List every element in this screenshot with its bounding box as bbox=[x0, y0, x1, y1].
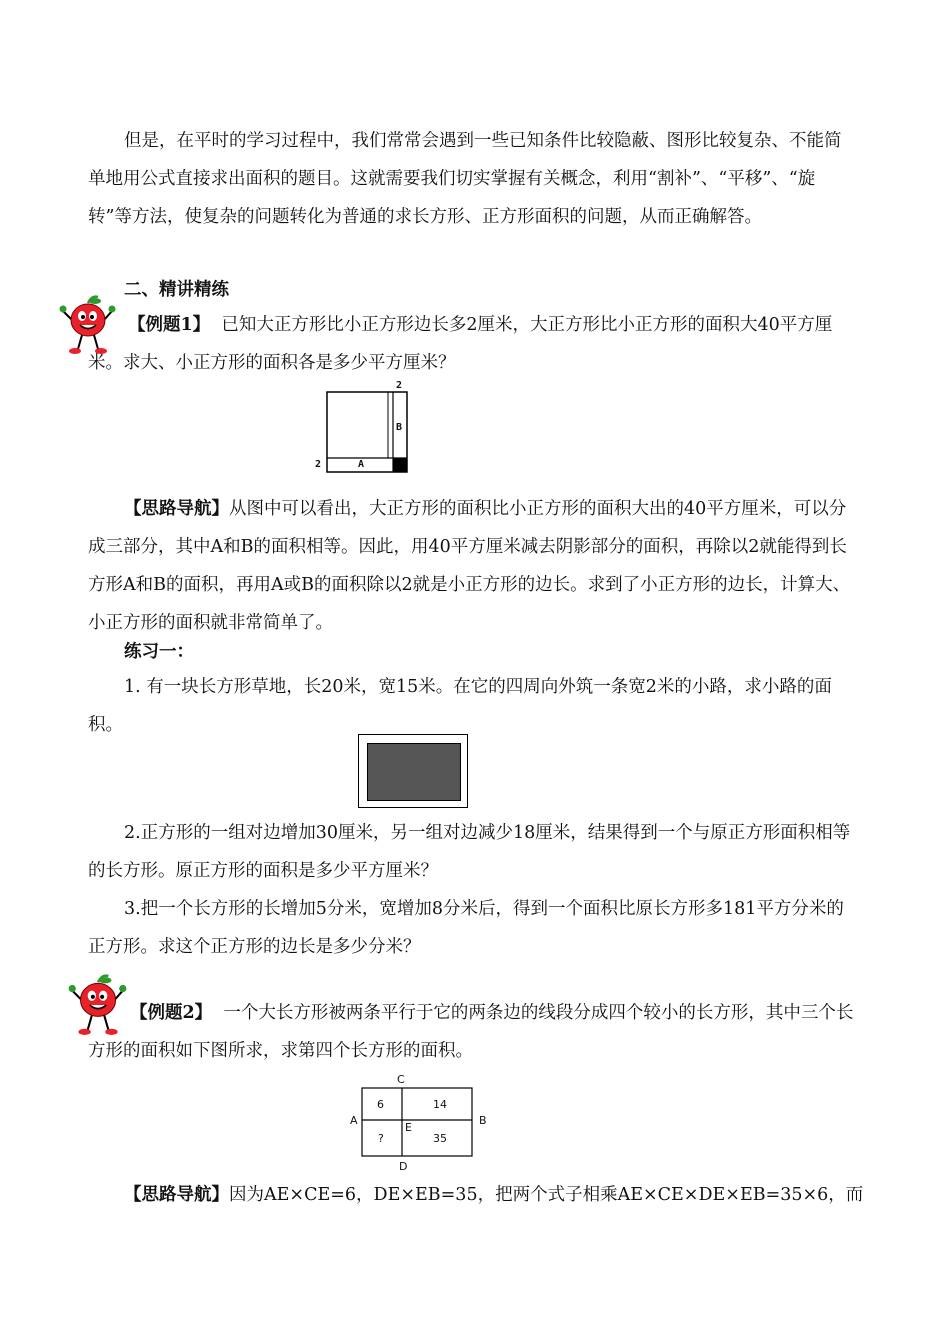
fig1-top-label: 2 bbox=[396, 380, 403, 391]
fig2-area-br: 35 bbox=[433, 1132, 447, 1145]
fig2-area-tr: 14 bbox=[433, 1098, 447, 1111]
example2-figure bbox=[342, 1072, 492, 1176]
example1-text: 已知大正方形比小正方形边长多2厘米，大正方形比小正方形的面积大40平方厘米。求大、小正方形的面积各是多少平方厘米？ bbox=[88, 315, 833, 373]
example2-text: 一个大长方形被两条平行于它的两条边的线段分成四个较小的长方形，其中三个长方形的面积如下图所求，求第四个长方形的面积。 bbox=[88, 1003, 854, 1061]
example2-label: 【例题2】 bbox=[130, 1003, 213, 1023]
exercise1-q2: 2.正方形的一组对边增加30厘米，另一组对边减少18厘米，结果得到一个与原正方形面积相等的长方形。原正方形的面积是多少平方厘米？ bbox=[88, 823, 851, 881]
lawn-area bbox=[367, 743, 461, 801]
fig1-left-label: 2 bbox=[315, 459, 322, 470]
fig2-area-bl: ? bbox=[378, 1132, 384, 1145]
fig2-area-tl: 6 bbox=[377, 1098, 384, 1111]
lawn-figure bbox=[358, 734, 468, 808]
fig2-a-label: A bbox=[350, 1114, 358, 1127]
fig2-c-label: C bbox=[397, 1073, 405, 1086]
fig1-a-label: A bbox=[358, 459, 365, 470]
exercise1-q1: 1. 有一块长方形草地，长20米，宽15米。在它的四周向外筑一条宽2米的小路，求小路的面积。 bbox=[88, 677, 832, 735]
hint1-text: 从图中可以看出，大正方形的面积比小正方形的面积大出的40平方厘米，可以分成三部分，其中A和B的面积相等。因此，用40平方厘米减去阴影部分的面积，再除以2就能得到长方形A和B的面积，再用A或B的面积除以2就是小正方形的边长。求到了小正方形的边长，计算大、小正方形的面积就非常简单了。 bbox=[88, 499, 851, 633]
fig1-b-label: B bbox=[396, 422, 403, 433]
hint2-text: 因为AE×CE=6，DE×EB=35，把两个式子相乘AE×CE×DE×EB=35×6，而 bbox=[229, 1185, 864, 1205]
hint1-paragraph bbox=[88, 490, 858, 642]
intro-paragraph: 但是，在平时的学习过程中，我们常常会遇到一些已知条件比较隐蔽、图形比较复杂、不能简单地用公式直接求出面积的题目。这就需要我们切实掌握有关概念，利用“割补”、“平移”、“旋转”等方法，使复杂的问题转化为普通的求长方形、正方形面积的问题，从而正确解答。 bbox=[88, 131, 842, 227]
hint2-label: 【思路导航】 bbox=[124, 1185, 229, 1205]
example2-question bbox=[88, 994, 858, 1070]
example1-label: 【例题1】 bbox=[128, 315, 211, 335]
fig2-d-label: D bbox=[399, 1160, 408, 1173]
exercise1-q3: 3.把一个长方形的长增加5分米，宽增加8分米后，得到一个面积比原长方形多181平方分米的正方形。求这个正方形的边长是多少分米？ bbox=[88, 899, 844, 957]
exercise1-title: 练习一： bbox=[124, 642, 194, 662]
fig2-e-label: E bbox=[405, 1121, 412, 1134]
example1-question bbox=[88, 306, 858, 382]
section-title: 二、精讲精练 bbox=[124, 280, 229, 300]
hint2-paragraph bbox=[124, 1176, 864, 1214]
example1-figure bbox=[310, 378, 420, 478]
fig2-b-label: B bbox=[479, 1114, 487, 1127]
hint1-label: 【思路导航】 bbox=[124, 499, 229, 519]
